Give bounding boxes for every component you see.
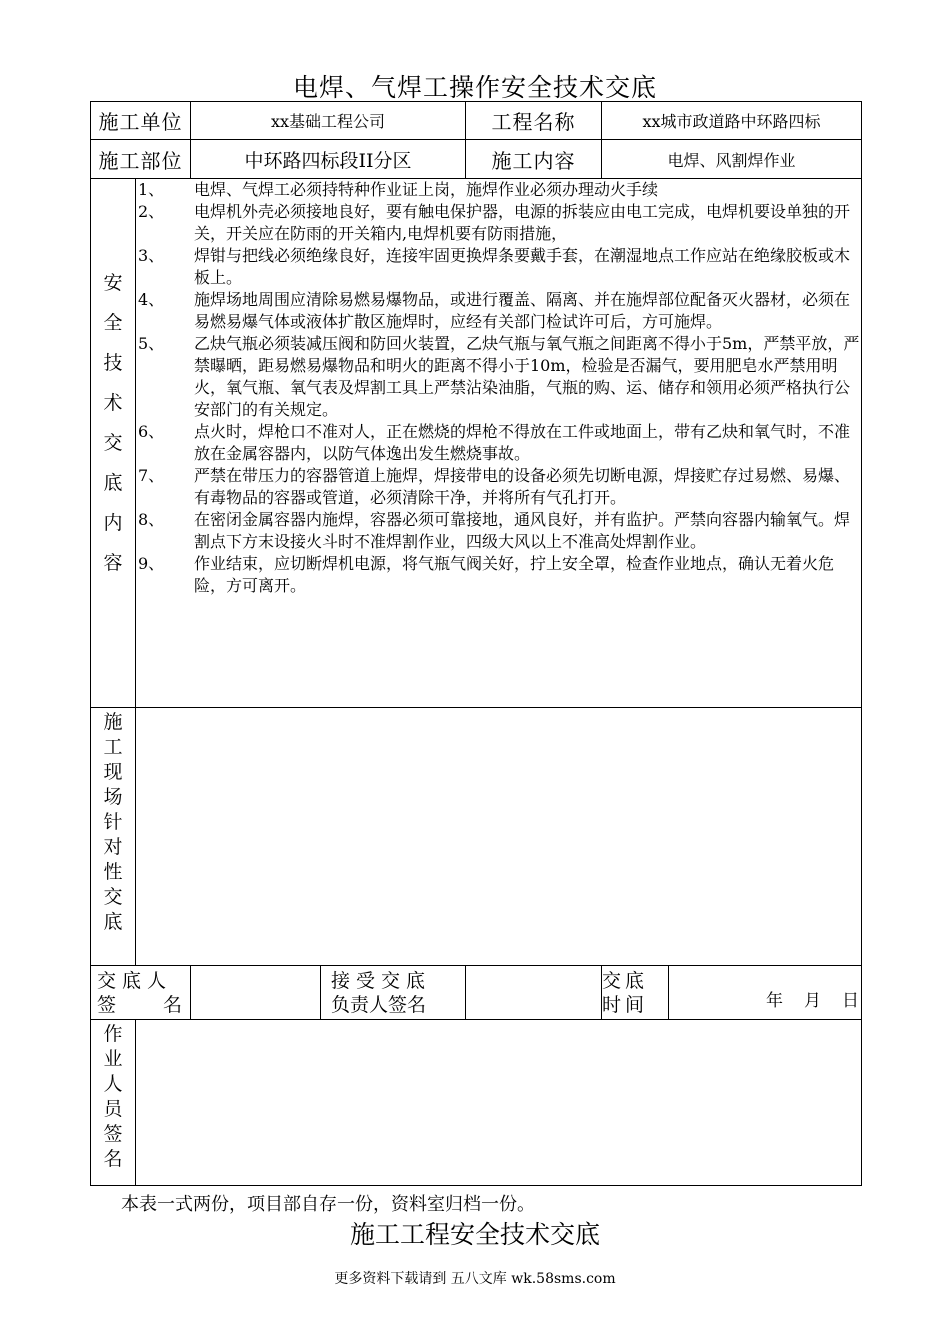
header-row-2 xyxy=(91,140,862,179)
sign-row xyxy=(91,966,862,1020)
workers-row xyxy=(91,1020,862,1186)
list-item: 5、 乙炔气瓶必须装减压阀和防回火装置，乙炔气瓶与氧气瓶之间距离不得小于5m，严禁平放，严禁曝晒，距易燃易爆物品和明火的距离不得小于10m，检验是否漏气，要用肥皂水严禁用明火，氧气瓶、氧气表及焊割工具上严禁沾染油脂，气瓶的购、运、储存和领用必须严格执行公安部门的有关规定。 xyxy=(138,334,860,419)
header-row-1 xyxy=(91,102,862,140)
subtitle: 施工工程安全技术交底 xyxy=(349,1220,600,1249)
content-value: 电焊、风割焊作业 xyxy=(602,140,862,179)
safety-label: 安 全 技 术 交 底 内 容 xyxy=(91,179,136,708)
receiver-label: 接受交底 负责人签名 xyxy=(321,966,466,1020)
content-label: 施工内容 xyxy=(466,140,602,179)
project-label: 工程名称 xyxy=(466,102,602,140)
site-content[interactable] xyxy=(136,708,862,966)
safety-row xyxy=(91,179,862,708)
list-item: 4、 施焊场地周围应清除易燃易爆物品，或进行覆盖、隔离、并在施焊部位配备灭火器材，必须在易燃易爆气体或液体扩散区施焊时，应经有关部门检试许可后，方可施焊。 xyxy=(138,290,851,331)
list-item: 2、 电焊机外壳必须接地良好，要有触电保护器，电源的拆装应由电工完成，电焊机要设单独的开关，开关应在防雨的开关箱内,电焊机要有防雨措施， xyxy=(138,202,851,243)
list-item: 1、 电焊、气焊工必须持特种作业证上岗，施焊作业必须办理动火手续 xyxy=(138,180,659,199)
receiver-signature[interactable] xyxy=(466,966,602,1020)
time-label: 交底 时间 xyxy=(602,966,669,1020)
giver-label: 交底人 签 名 xyxy=(91,966,191,1020)
document-title: 电焊、气焊工操作安全技术交底 xyxy=(292,73,657,102)
unit-value: xx基础工程公司 xyxy=(191,102,466,140)
workers-signatures[interactable] xyxy=(136,1020,862,1186)
disclosure-form xyxy=(90,101,862,1186)
site-row xyxy=(91,708,862,966)
list-item: 8、 在密闭金属容器内施焊，容器必须可靠接地，通风良好，并有监护。严禁向容器内输氧气。焊割点下方末设接火斗时不准焊割作业，四级大风以上不准高处焊割作业。 xyxy=(138,510,851,551)
safety-content xyxy=(136,179,862,708)
date-field[interactable]: 年 月 日 xyxy=(669,966,862,1020)
form-note: 本表一式两份，项目部自存一份，资料室归档一份。 xyxy=(121,1194,535,1215)
project-value: xx城市政道路中环路四标 xyxy=(602,102,862,140)
list-item: 9、 作业结束，应切断焊机电源，将气瓶气阀关好，拧上安全罩，检查作业地点，确认无着火危险，方可离开。 xyxy=(138,554,835,595)
giver-signature[interactable] xyxy=(191,966,321,1020)
unit-label: 施工单位 xyxy=(91,102,191,140)
list-item: 3、 焊钳与把线必须绝缘良好，连接牢固更换焊条要戴手套，在潮湿地点工作应站在绝缘胶板或木板上。 xyxy=(138,246,851,287)
workers-label: 作 业 人 员 签 名 xyxy=(91,1020,136,1186)
footer-link[interactable]: 更多资料下载请到 五八文库 wk.58sms.com xyxy=(334,1271,616,1287)
site-label: 施 工 现 场 针 对 性 交 底 xyxy=(91,708,136,966)
list-item: 6、 点火时，焊枪口不准对人，正在燃烧的焊枪不得放在工件或地面上，带有乙炔和氧气时，不准放在金属容器内，以防气体逸出发生燃烧事故。 xyxy=(138,422,851,463)
list-item: 7、 严禁在带压力的容器管道上施焊，焊接带电的设备必须先切断电源，焊接贮存过易燃、易爆、有毒物品的容器或管道，必须清除干净，并将所有气孔打开。 xyxy=(138,466,851,507)
part-value: 中环路四标段II分区 xyxy=(191,140,466,179)
part-label: 施工部位 xyxy=(91,140,191,179)
